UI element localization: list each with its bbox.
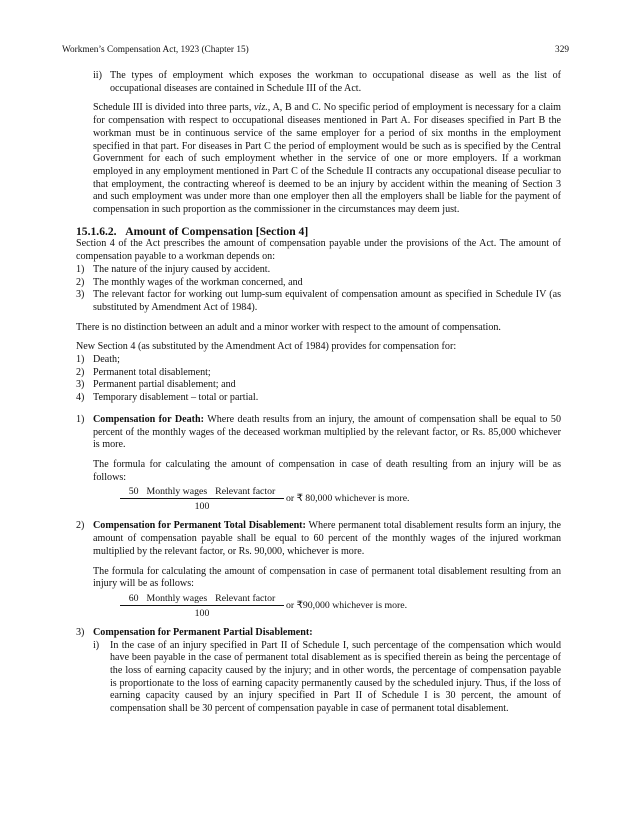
schedule-paragraph [76, 102, 561, 216]
total-fraction [120, 593, 284, 620]
total-fraction-bar [120, 605, 284, 606]
total-denominator: 100 [194, 607, 210, 619]
page-number: 329 [555, 45, 569, 55]
death-text: Where death results from an injury, the amount of compensation shall be equal to 50 percent of the monthly wages of the deceased workman multiplied by the relevant factor, or Rs. 85,000 whichever is more. [93, 413, 561, 451]
type-text: Permanent partial disablement; and [93, 379, 236, 391]
death-formula-tail: or ₹ 80,000 whichever is more. [286, 493, 410, 505]
type-item [76, 379, 561, 392]
total-disablement-paragraph [76, 520, 561, 558]
type-text: Temporary disablement – total or partial. [93, 392, 259, 404]
type-text: Death; [93, 354, 120, 366]
header-title: Workmen’s Compensation Act, 1923 (Chapter 15) [62, 45, 249, 55]
death-formula-intro: The formula for calculating the amount of compensation in case of death resulting from an injury will be as follows: [93, 458, 561, 483]
death-num-factor: Relevant factor [215, 486, 276, 498]
section-heading: 15.1.6.2. Amount of Compensation [Section 4] [76, 224, 309, 238]
death-paragraph [76, 414, 561, 452]
new-section-paragraph: New Section 4 (as substituted by the Amendment Act of 1984) provides for compensation for: [76, 341, 457, 353]
factor-label: 2) [76, 276, 85, 288]
death-title: Compensation for Death: [93, 413, 204, 425]
factor-item [76, 289, 561, 314]
total-formula [76, 593, 561, 623]
total-num-wages: Monthly wages [146, 592, 208, 604]
partial-sub-text: In the case of an injury specified in Part II of Schedule I, such percentage of the compensation which would have been payable in the case of permanent total disablement as is specified therein as being the percentage of the loss of earning capacity caused by the injury; and in other words, the percentage of compensation payable is proportionate to the loss of earning capacity permanently caused by the scheduled injury. Thus, if the loss of earning capacity caused by an injury specified in Part II of Schedule I is 30 percent, the amount of compensation shall be 30 percent of compensation payable in case of permanent total disablement. [110, 639, 561, 715]
total-numerator [120, 593, 284, 605]
death-denominator: 100 [194, 501, 210, 513]
page-body [76, 70, 561, 716]
total-formula-tail: or ₹90,000 whichever is more. [286, 599, 408, 611]
para-ii-label: ii) [93, 70, 102, 81]
factor-label: 3) [76, 289, 85, 301]
running-header [62, 45, 569, 55]
compensation-types-list [76, 354, 561, 405]
total-label: 2) [76, 520, 85, 532]
factor-text: The relevant factor for working out lump-sum equivalent of compensation amount as specified in Schedule IV (as substituted by Amendment Act of 1984). [93, 289, 561, 313]
type-item [76, 367, 561, 380]
partial-sub-paragraph [76, 640, 561, 716]
schedule-text-b: A, B and C. No specific period of employment is necessary for a claim for compensation with respect to occupational diseases mentioned in Part A. For diseases specified in Part B the workman must be in continuous service of the same employer for a period of six months in the employment specified in that part. For diseases in Part C the period of employment would be such as is specified by the Central Government for each of such employment whether in the service of one or more employers. If a workman employed in any employment mentioned in Part C of the Schedule II contracts any occupational disease peculiar to that employment, the contracting whereof is deemed to be an injury by accident within the meaning of Section 3 and such employment was under more than one employer then all the employers shall be liable for the payment of compensation in such proportion as the commissioner in the circumstances may deem just. [93, 102, 561, 216]
partial-disablement-heading [76, 627, 561, 640]
total-num-percent: 60 [128, 592, 139, 604]
factor-label: 1) [76, 263, 85, 275]
death-fraction-bar [120, 498, 284, 499]
death-formula [76, 486, 561, 516]
death-fraction [120, 486, 284, 513]
total-title: Compensation for Permanent Total Disablement: [93, 520, 306, 532]
schedule-viz: viz., [254, 102, 271, 114]
partial-title: Compensation for Permanent Partial Disablement: [93, 626, 313, 638]
factor-item [76, 277, 561, 290]
total-text: Where permanent total disablement results form an injury, the amount of compensation payable shall be equal to 60 percent of the monthly wages of the injured workman multiplied by the relevant factor, or Rs. 90,000, whichever is more. [93, 520, 561, 557]
type-label: 2) [76, 366, 85, 378]
factor-text: The monthly wages of the workman concerned, and [93, 276, 303, 288]
no-distinction-paragraph: There is no distinction between an adult and a minor worker with respect to the amount of compensation. [76, 321, 501, 333]
section-intro: Section 4 of the Act prescribes the amount of compensation payable under the provisions of the Act. The amount of compensation payable to a workman depends on: [76, 238, 561, 263]
type-text: Permanent total disablement; [93, 366, 211, 378]
para-ii [76, 70, 561, 95]
type-label: 3) [76, 379, 85, 391]
total-formula-intro: The formula for calculating the amount of compensation in case of permanent total disablement resulting from an injury will be as follows: [93, 565, 561, 590]
type-item [76, 392, 561, 405]
partial-sub-label: i) [93, 639, 100, 651]
type-label: 4) [76, 392, 85, 404]
total-num-factor: Relevant factor [215, 592, 276, 604]
partial-label: 3) [76, 626, 85, 638]
factor-item [76, 264, 561, 277]
death-numerator [120, 486, 284, 498]
death-label: 1) [76, 413, 85, 425]
schedule-text-a: Schedule III is divided into three parts, [93, 102, 255, 114]
type-item [76, 354, 561, 367]
death-num-percent: 50 [128, 486, 139, 498]
factors-list [76, 264, 561, 315]
factor-text: The nature of the injury caused by accident. [93, 263, 271, 275]
type-label: 1) [76, 354, 85, 366]
para-ii-text: The types of employment which exposes the workman to occupational disease as well as the list of occupational diseases are contained in Schedule III of the Act. [110, 70, 561, 94]
death-num-wages: Monthly wages [146, 486, 208, 498]
